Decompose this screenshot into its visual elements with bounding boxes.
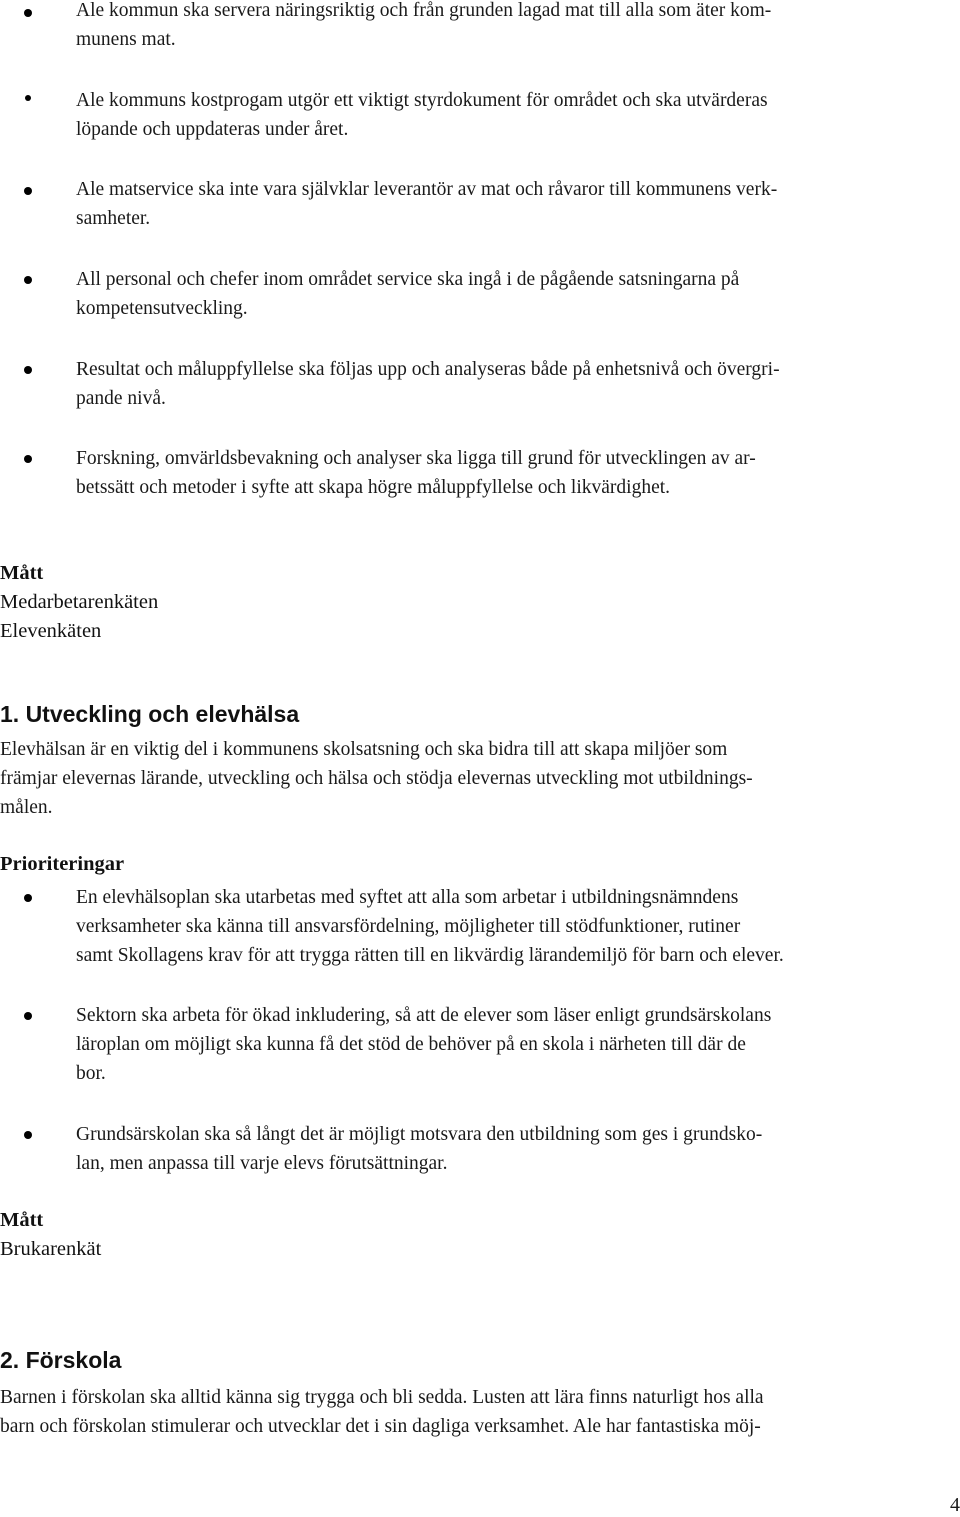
bullet-icon bbox=[24, 1012, 32, 1020]
list-item bbox=[76, 883, 960, 970]
priorities-heading: Prioriteringar bbox=[0, 853, 125, 875]
list-item-line: All personal och chefer inom området service ska ingå i de pågående satsningarna på bbox=[76, 269, 740, 290]
list-item-line: löpande och uppdateras under året. bbox=[76, 119, 349, 140]
list-item bbox=[76, 1120, 960, 1178]
paragraph-line: målen. bbox=[0, 797, 53, 818]
page-number: 4 bbox=[950, 1494, 960, 1516]
bullet-icon bbox=[24, 9, 32, 17]
section-heading: 2. Förskola bbox=[0, 1347, 122, 1373]
list-item-line: kompetensutveckling. bbox=[76, 298, 248, 319]
list-item-line: Ale matservice ska inte vara självklar leverantör av mat och råvaror till kommunens verk- bbox=[76, 179, 778, 200]
section-intro bbox=[0, 735, 960, 822]
paragraph-line: Elevhälsan är en viktig del i kommunens skolsatsning och ska bidra till att skapa miljöer som bbox=[0, 739, 728, 760]
list-item-line: verksamheter ska känna till ansvarsfördelning, möjligheter till stödfunktioner, rutiner bbox=[76, 916, 741, 937]
list-item-line: Ale kommuns kostprogam utgör ett viktigt styrdokument för området och ska utvärderas bbox=[76, 90, 768, 111]
list-item-line: munens mat. bbox=[76, 29, 176, 50]
list-item-line: läroplan om möjligt ska kunna få det stöd de behöver på en skola i närheten till där de bbox=[76, 1034, 746, 1055]
list-item-line: samt Skollagens krav för att trygga rätten till en likvärdig lärandemiljö för barn och elever. bbox=[76, 945, 784, 966]
list-item-line: Sektorn ska arbeta för ökad inkludering, så att de elever som läser enligt grundsärskolans bbox=[76, 1005, 772, 1026]
list-item bbox=[76, 0, 960, 54]
paragraph-line: barn och förskolan stimulerar och utvecklar det i sin dagliga verksamhet. Ale har fantastiska möj- bbox=[0, 1416, 761, 1437]
bullet-icon bbox=[25, 95, 31, 101]
list-item bbox=[76, 175, 960, 233]
list-item-line: betssätt och metoder i syfte att skapa högre måluppfyllelse och likvärdighet. bbox=[76, 477, 671, 498]
list-item-line: Forskning, omvärldsbevakning och analyser ska ligga till grund för utvecklingen av ar- bbox=[76, 448, 756, 469]
list-item-line: lan, men anpassa till varje elevs förutsättningar. bbox=[76, 1153, 448, 1174]
section-intro bbox=[0, 1383, 960, 1441]
paragraph-line: främjar elevernas lärande, utveckling och hälsa och stödja elevernas utveckling mot utbildnings- bbox=[0, 768, 753, 789]
list-item bbox=[76, 355, 960, 413]
bullet-icon bbox=[24, 187, 32, 195]
list-item-line: samheter. bbox=[76, 208, 151, 229]
list-item-line: Ale kommun ska servera näringsriktig och från grunden lagad mat till alla som äter kom- bbox=[76, 0, 772, 21]
bullet-icon bbox=[24, 894, 32, 902]
matt-item: Elevenkäten bbox=[0, 620, 102, 642]
bullet-icon bbox=[24, 455, 32, 463]
list-item bbox=[76, 444, 960, 502]
list-item bbox=[76, 86, 960, 144]
matt-heading: Mått bbox=[0, 562, 44, 584]
matt-item: Medarbetarenkäten bbox=[0, 591, 159, 613]
paragraph-line: Barnen i förskolan ska alltid känna sig trygga och bli sedda. Lusten att lära finns naturligt hos alla bbox=[0, 1387, 764, 1408]
section-heading: 1. Utveckling och elevhälsa bbox=[0, 701, 300, 727]
list-item-line: Resultat och måluppfyllelse ska följas upp och analyseras både på enhetsnivå och övergri- bbox=[76, 359, 780, 380]
list-item bbox=[76, 265, 960, 323]
list-item bbox=[76, 1001, 960, 1088]
bullet-icon bbox=[24, 1131, 32, 1139]
bullet-icon bbox=[24, 276, 32, 284]
list-item-line: pande nivå. bbox=[76, 388, 166, 409]
matt-item: Brukarenkät bbox=[0, 1238, 102, 1260]
list-item-line: Grundsärskolan ska så långt det är möjligt motsvara den utbildning som ges i grundsko- bbox=[76, 1124, 763, 1145]
bullet-icon bbox=[24, 366, 32, 374]
list-item-line: En elevhälsoplan ska utarbetas med syftet att alla som arbetar i utbildningsnämndens bbox=[76, 887, 739, 908]
matt-heading: Mått bbox=[0, 1209, 44, 1231]
list-item-line: bor. bbox=[76, 1063, 106, 1084]
